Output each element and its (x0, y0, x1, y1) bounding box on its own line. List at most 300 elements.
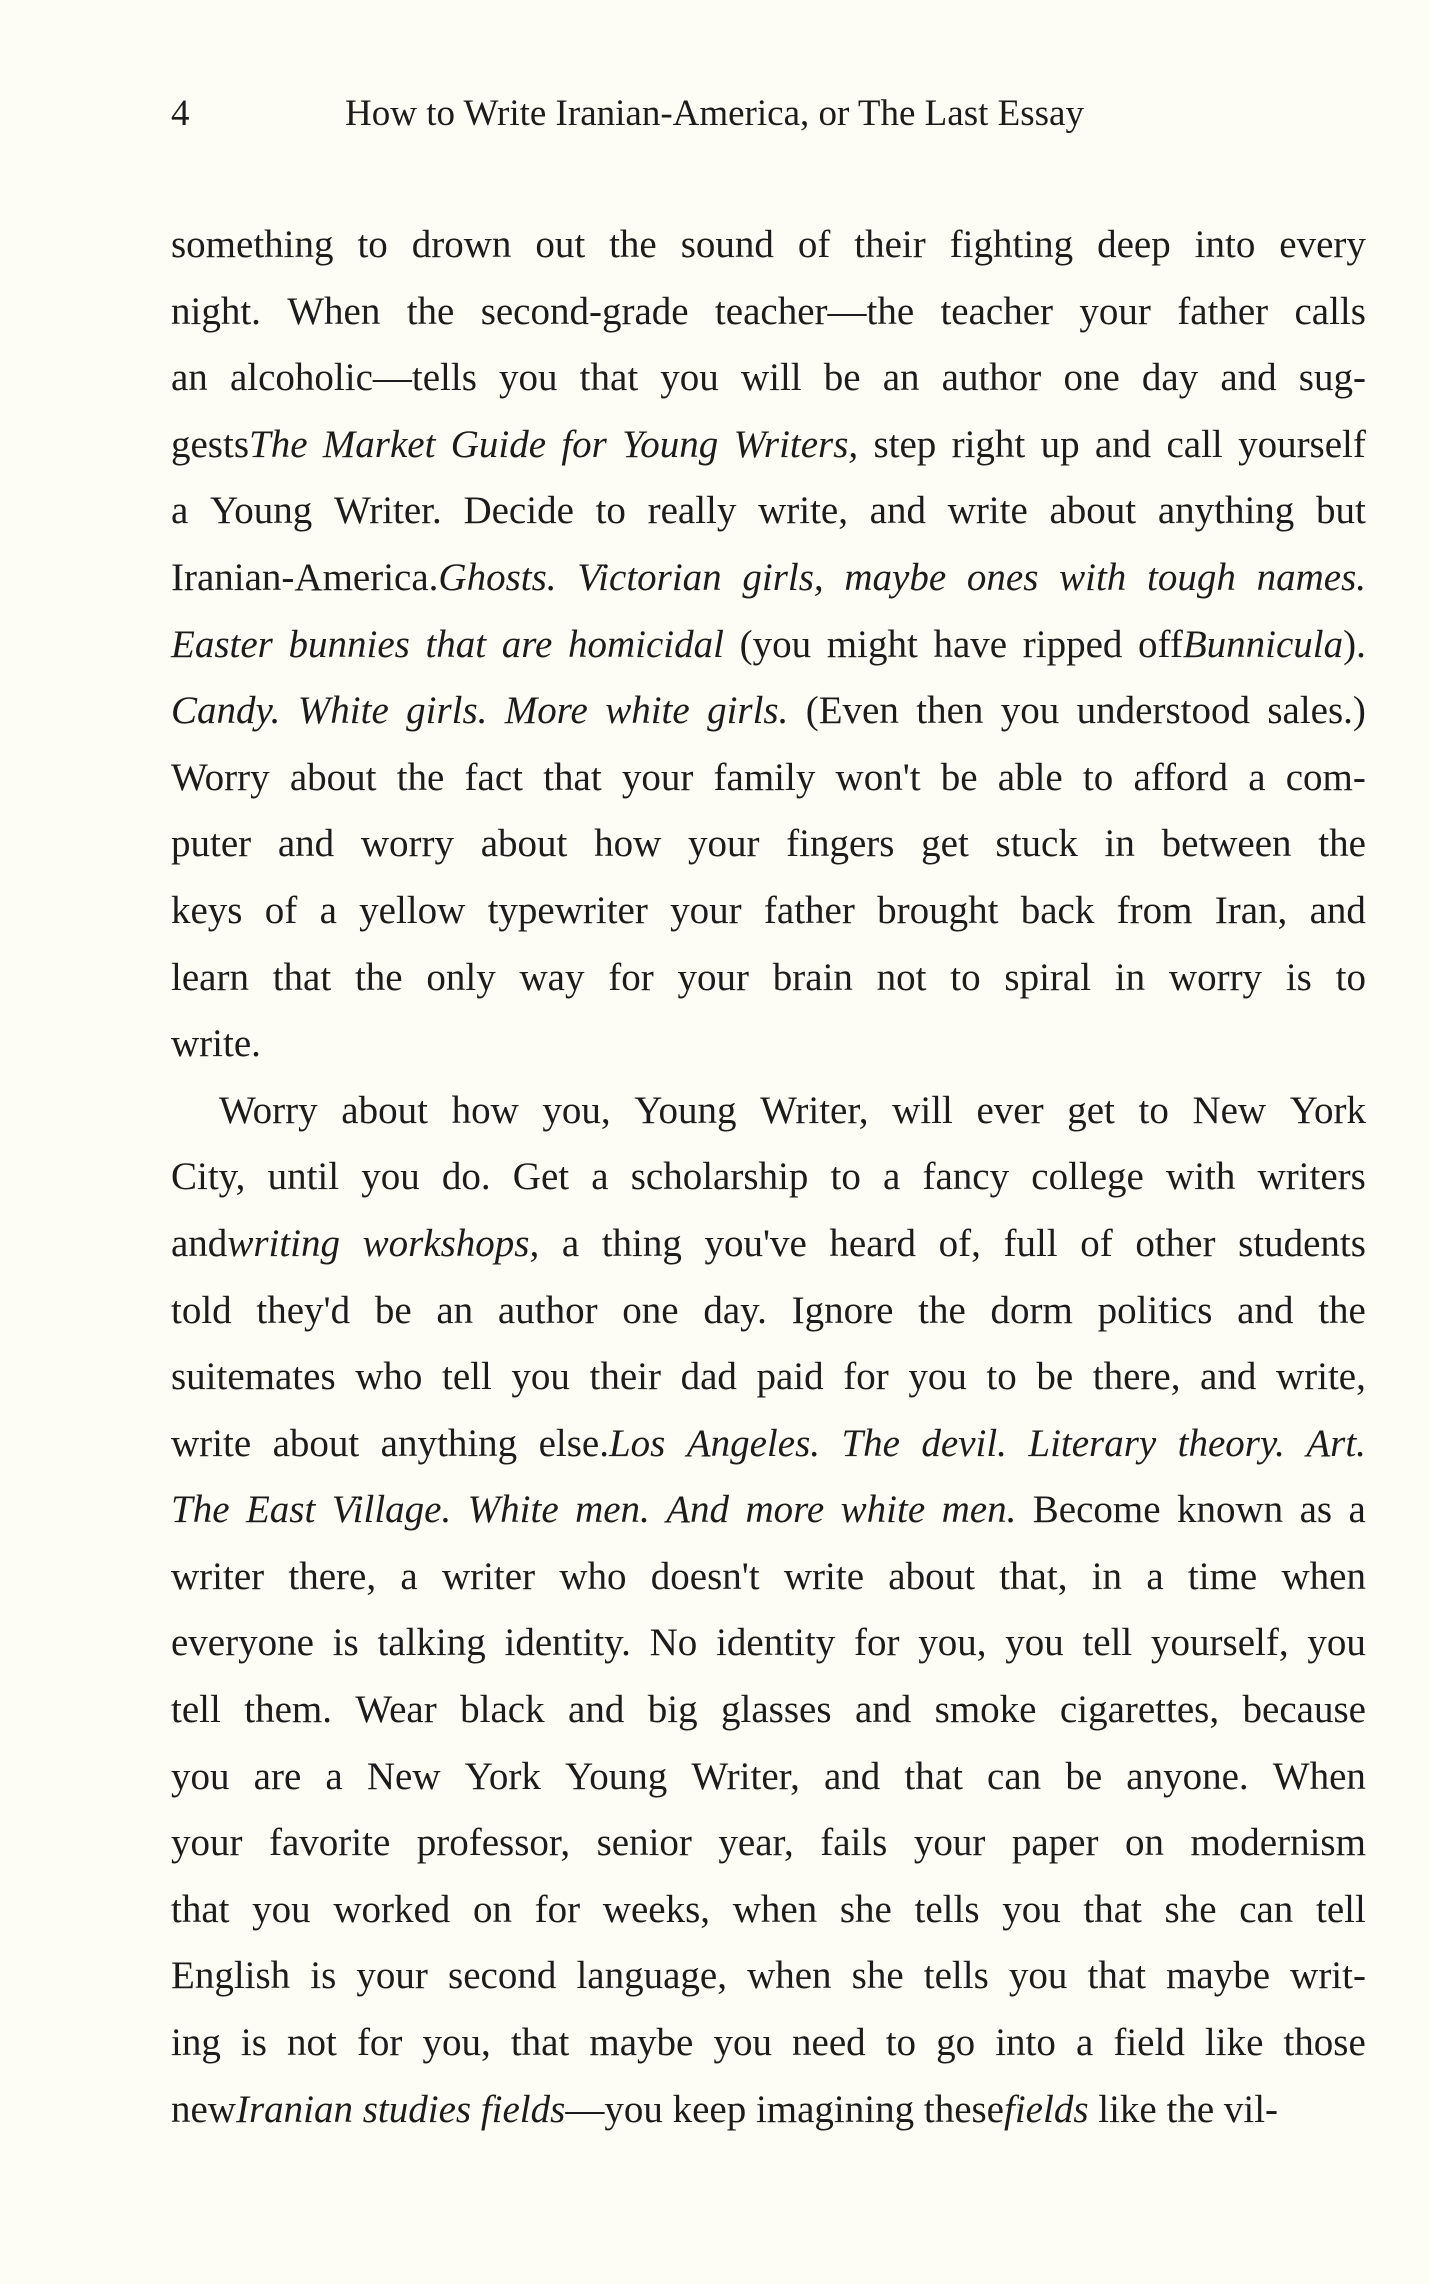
word (1077, 678, 1250, 745)
word (999, 1544, 1067, 1611)
roman-text: ing (171, 2021, 221, 2065)
word (1349, 1477, 1366, 1544)
roman-text: teacher—the (714, 289, 915, 333)
word (1033, 1477, 1161, 1544)
word (1178, 1411, 1285, 1478)
word (756, 1344, 823, 1411)
word (468, 1477, 559, 1544)
italic-text: fields (480, 2087, 566, 2131)
roman-text: family (713, 755, 816, 799)
word (363, 2088, 471, 2131)
word (1290, 1078, 1366, 1145)
word (844, 545, 946, 612)
roman-text: teacher (940, 289, 1054, 333)
word (269, 1810, 390, 1877)
word (609, 212, 657, 279)
paragraph (171, 212, 1366, 1078)
word (1079, 279, 1151, 346)
roman-text: tell (442, 1355, 492, 1399)
roman-text: go (936, 2021, 976, 2065)
roman-text: that (272, 955, 332, 999)
roman-text: modernism (1190, 1821, 1366, 1865)
word (806, 678, 899, 745)
word (746, 1477, 825, 1544)
roman-text: and (171, 1221, 228, 1265)
roman-text: the (918, 1288, 966, 1332)
word (333, 1877, 450, 1944)
italic-text: more (745, 1488, 825, 1532)
text-line (171, 1411, 1366, 1478)
roman-text: worry (1168, 955, 1263, 999)
roman-text: there, (1092, 1355, 1181, 1399)
word (707, 678, 788, 745)
text-line (171, 1344, 1366, 1411)
roman-text: out (535, 223, 586, 266)
word (1095, 412, 1151, 479)
word (1063, 345, 1119, 412)
italic-text: maybe (844, 555, 947, 599)
text-line (171, 478, 1366, 545)
word (670, 878, 742, 945)
roman-text: you (252, 1887, 311, 1931)
roman-text: a (1146, 1554, 1164, 1598)
roman-text: else. (538, 1421, 609, 1465)
word (1076, 2010, 1093, 2077)
roman-text: York (1289, 1088, 1366, 1132)
word (210, 478, 312, 545)
roman-text: write, (1275, 1355, 1366, 1399)
roman-text: to (830, 1155, 861, 1199)
word (1290, 1943, 1366, 2010)
word (412, 212, 512, 279)
word (1087, 1943, 1145, 2010)
word (1318, 1278, 1366, 1345)
word (481, 2088, 663, 2131)
word (883, 345, 920, 412)
word (1036, 1344, 1073, 1411)
roman-text: really (647, 489, 737, 533)
word (473, 1877, 512, 1944)
word (941, 745, 978, 812)
roman-text: brain (772, 955, 853, 999)
roman-text: paid (756, 1355, 824, 1399)
roman-text: in (1104, 822, 1135, 866)
word (673, 2088, 747, 2131)
word (1113, 2010, 1184, 2077)
word (758, 478, 848, 545)
word (1041, 412, 1080, 479)
word (423, 2010, 491, 2077)
italic-text: girls, (742, 555, 824, 599)
roman-text: then (916, 689, 984, 733)
roman-text: you (1008, 1954, 1068, 1998)
word (561, 412, 607, 479)
roman-text: be (1065, 1754, 1103, 1798)
word (452, 1078, 519, 1145)
roman-text: with (1166, 1155, 1236, 1199)
roman-text: Writer. (333, 489, 442, 533)
word (1286, 945, 1312, 1012)
word (287, 279, 380, 346)
roman-text: won't (835, 755, 921, 799)
text-line (171, 412, 1366, 479)
roman-text: the (1318, 1288, 1366, 1332)
roman-text: father (1177, 289, 1269, 333)
roman-text: is (240, 2021, 267, 2065)
page-number: 4 (171, 93, 190, 134)
word (481, 811, 568, 878)
italic-text: The (841, 1421, 900, 1465)
word (341, 1078, 428, 1145)
italic-text: Los (608, 1421, 666, 1465)
italic-text: Guide (450, 422, 547, 466)
roman-text: that (171, 1887, 230, 1931)
roman-text: that (904, 1754, 963, 1798)
roman-text: of (1080, 1221, 1113, 1265)
roman-text: is (332, 1621, 359, 1665)
word (535, 212, 585, 279)
word (465, 1744, 541, 1811)
roman-text: when (1281, 1554, 1366, 1598)
roman-text: Young (634, 1088, 737, 1132)
word (1336, 945, 1366, 1012)
roman-text: Iranian-America. (171, 555, 439, 599)
word (987, 1744, 1041, 1811)
word (511, 2010, 569, 2077)
roman-text: how (594, 822, 662, 866)
roman-text: day. (703, 1288, 767, 1332)
word (622, 1278, 678, 1345)
word (1059, 545, 1126, 612)
word (406, 678, 487, 745)
word (824, 1744, 880, 1811)
text-line (171, 678, 1366, 745)
italic-text: Iranian (235, 2087, 353, 2131)
roman-text: about (341, 1088, 428, 1132)
roman-text: that (510, 2021, 570, 2065)
roman-text: worked (333, 1887, 451, 1931)
roman-text: father (763, 888, 855, 932)
roman-text: do. (441, 1155, 491, 1199)
roman-text: the (1318, 822, 1366, 866)
word (465, 745, 523, 812)
word (998, 745, 1063, 812)
word (1238, 1211, 1366, 1278)
roman-text: year, (718, 1821, 794, 1865)
text-line (171, 1211, 1366, 1278)
word (741, 345, 802, 412)
roman-text: anything (1157, 489, 1295, 533)
word (841, 1477, 926, 1544)
italic-text: theory. (1177, 1421, 1285, 1465)
roman-text: you (660, 356, 719, 400)
word (377, 1610, 485, 1677)
word (1224, 2088, 1278, 2131)
roman-text: Iran, (1214, 888, 1288, 932)
word (407, 279, 455, 346)
text-line (171, 612, 1366, 679)
word (608, 945, 653, 1012)
italic-text: white (840, 1488, 926, 1532)
roman-text: you (499, 356, 558, 400)
roman-text: that (1087, 1954, 1146, 1998)
roman-text: into (1194, 223, 1256, 266)
word (1318, 811, 1366, 878)
word (1092, 1544, 1122, 1611)
roman-text: professor, (416, 1821, 571, 1865)
word (355, 945, 403, 1012)
roman-text: second (448, 1954, 557, 1998)
roman-text: will (740, 356, 802, 400)
roman-text: about (480, 822, 568, 866)
word (273, 1411, 360, 1478)
roman-text: you (361, 1155, 420, 1199)
word (877, 945, 927, 1012)
word (1151, 1610, 1289, 1677)
roman-text: she (1164, 1887, 1217, 1931)
roman-text: to (1082, 755, 1114, 799)
roman-text: your (670, 888, 742, 932)
word (1133, 745, 1228, 812)
roman-text: you've (704, 1221, 807, 1265)
roman-text: New (1192, 1088, 1267, 1132)
roman-text: into (995, 2021, 1056, 2065)
roman-text: com- (1285, 755, 1366, 799)
roman-text: second-grade (480, 289, 689, 333)
word (298, 678, 389, 745)
roman-text: you (1005, 1621, 1064, 1665)
roman-text: ). (1343, 622, 1366, 666)
word (580, 345, 638, 412)
roman-text: and (568, 1688, 625, 1732)
roman-text: When (1272, 1754, 1366, 1798)
word (908, 1344, 967, 1411)
roman-text: about (272, 1421, 360, 1465)
roman-text: known (1176, 1488, 1284, 1532)
roman-text: how (451, 1088, 519, 1132)
word (681, 1344, 737, 1411)
italic-text: ones (966, 555, 1039, 599)
word (171, 1610, 314, 1677)
word (1286, 745, 1366, 812)
roman-text: Get (512, 1155, 570, 1199)
word (171, 1411, 251, 1478)
roman-text: a (561, 1221, 580, 1265)
word (576, 1943, 727, 2010)
roman-text: —you (565, 2087, 663, 2131)
roman-text: English (171, 1954, 291, 1998)
word (539, 1411, 666, 1478)
word (1082, 1610, 1132, 1677)
roman-text: every (1279, 223, 1366, 266)
roman-text: ever (976, 1088, 1044, 1132)
italic-text: homicidal (568, 622, 724, 666)
roman-text: in (1114, 955, 1146, 999)
word (784, 1544, 864, 1611)
word (171, 811, 251, 878)
word (256, 1278, 350, 1345)
roman-text: is (1285, 955, 1312, 999)
italic-text: East (245, 1488, 316, 1532)
word (288, 612, 409, 679)
word (773, 945, 853, 1012)
roman-text: Worry (219, 1088, 318, 1132)
word (756, 2088, 914, 2131)
word (916, 678, 983, 745)
roman-text: be (823, 356, 861, 400)
text-line (171, 1144, 1366, 1211)
roman-text: not (876, 955, 927, 999)
word (648, 478, 737, 545)
roman-text: big (647, 1688, 698, 1732)
roman-text: something (171, 223, 334, 266)
word (914, 1810, 986, 1877)
word (1021, 878, 1095, 945)
roman-text: maybe (589, 2021, 694, 2065)
word (273, 945, 331, 1012)
word (1316, 1877, 1366, 1944)
italic-text: Victorian (577, 555, 722, 599)
roman-text: that (1083, 1887, 1142, 1931)
word (733, 1877, 817, 1944)
word (940, 279, 1053, 346)
italic-text: writing (227, 1221, 341, 1265)
word (1067, 1078, 1115, 1145)
roman-text: identity (716, 1621, 836, 1665)
word (565, 1744, 667, 1811)
italic-text: are (501, 622, 553, 666)
roman-text: tell (1082, 1621, 1133, 1665)
roman-text: of, (938, 1221, 981, 1265)
roman-text: New (366, 1754, 441, 1798)
roman-text: author (941, 356, 1042, 400)
roman-text: City, (171, 1155, 246, 1199)
word (873, 412, 936, 479)
word (1093, 1344, 1181, 1411)
word (171, 1810, 243, 1877)
word (1125, 1810, 1164, 1877)
roman-text: to (595, 489, 626, 533)
word (1220, 345, 1276, 412)
text-line (171, 279, 1366, 346)
italic-text: Art. (1306, 1421, 1366, 1465)
roman-text: a (325, 1754, 343, 1798)
roman-text: way (519, 955, 585, 999)
word (915, 1877, 980, 1944)
roman-text: maybe (1166, 1954, 1271, 1998)
roman-text: until (267, 1155, 340, 1199)
word (1282, 1544, 1366, 1611)
roman-text: she (839, 1887, 892, 1931)
text-line (171, 1810, 1366, 1877)
roman-text: your (171, 1821, 243, 1865)
text-line (171, 212, 1366, 279)
word (287, 2010, 337, 2077)
word (1003, 1211, 1057, 1278)
word (252, 1877, 311, 1944)
word (334, 478, 442, 545)
word (591, 1144, 608, 1211)
roman-text: need (792, 2021, 866, 2065)
roman-text: write. (171, 1022, 261, 1066)
roman-text: a (171, 489, 189, 533)
italic-text: workshops, (362, 1221, 540, 1265)
word (1049, 478, 1136, 545)
text-line (171, 745, 1366, 812)
roman-text: doesn't (650, 1554, 760, 1598)
roman-text: When (287, 289, 381, 333)
roman-text: for (356, 2021, 403, 2065)
roman-text: anyone. (1126, 1754, 1249, 1798)
roman-text: the (396, 755, 445, 799)
roman-text: day (1141, 356, 1199, 400)
italic-text: names. (1256, 555, 1366, 599)
word (375, 1278, 412, 1345)
word (831, 1144, 861, 1211)
word (1146, 1544, 1163, 1611)
roman-text: you, (542, 1088, 611, 1132)
word (171, 1677, 221, 1744)
word (171, 2010, 221, 2077)
roman-text: gests (171, 422, 249, 466)
text-line (171, 1943, 1366, 2010)
word (1190, 1810, 1365, 1877)
word (254, 1744, 302, 1811)
word (939, 1211, 981, 1278)
word (1166, 1943, 1270, 2010)
roman-text: as (1299, 1488, 1333, 1532)
word (325, 1744, 342, 1811)
roman-text: that (543, 755, 602, 799)
roman-text: and (854, 1688, 912, 1732)
word (1005, 1610, 1064, 1677)
word (355, 1344, 422, 1411)
word (1142, 345, 1198, 412)
text-line (171, 1610, 1366, 1677)
italic-text: The (171, 1488, 230, 1532)
word (1012, 1810, 1099, 1877)
word (1243, 1677, 1366, 1744)
roman-text: alcoholic—tells (229, 356, 477, 400)
running-title: How to Write Iranian-America, or The Last Essay (345, 93, 1084, 134)
word (359, 878, 465, 945)
word (921, 1411, 1007, 1478)
word (597, 1810, 692, 1877)
roman-text: told (171, 1288, 232, 1332)
roman-text: and (1094, 422, 1152, 466)
word (836, 745, 921, 812)
word (1238, 412, 1366, 479)
word (417, 1810, 570, 1877)
roman-text: when (747, 1954, 832, 1998)
roman-text: tells (923, 1954, 989, 1998)
roman-text: Writer, (760, 1088, 869, 1132)
roman-text: cigarettes, (1059, 1688, 1220, 1732)
roman-text: to (1138, 1088, 1169, 1132)
roman-text: on (472, 1887, 512, 1931)
word (1200, 1344, 1256, 1411)
word (666, 1477, 729, 1544)
word (361, 1144, 420, 1211)
word (559, 1544, 626, 1611)
italic-text: girls. (707, 689, 789, 733)
word (1060, 1677, 1219, 1744)
word (1215, 878, 1288, 945)
word (1177, 279, 1268, 346)
word (1307, 1610, 1366, 1677)
word (883, 1144, 900, 1211)
roman-text: their (854, 223, 926, 266)
